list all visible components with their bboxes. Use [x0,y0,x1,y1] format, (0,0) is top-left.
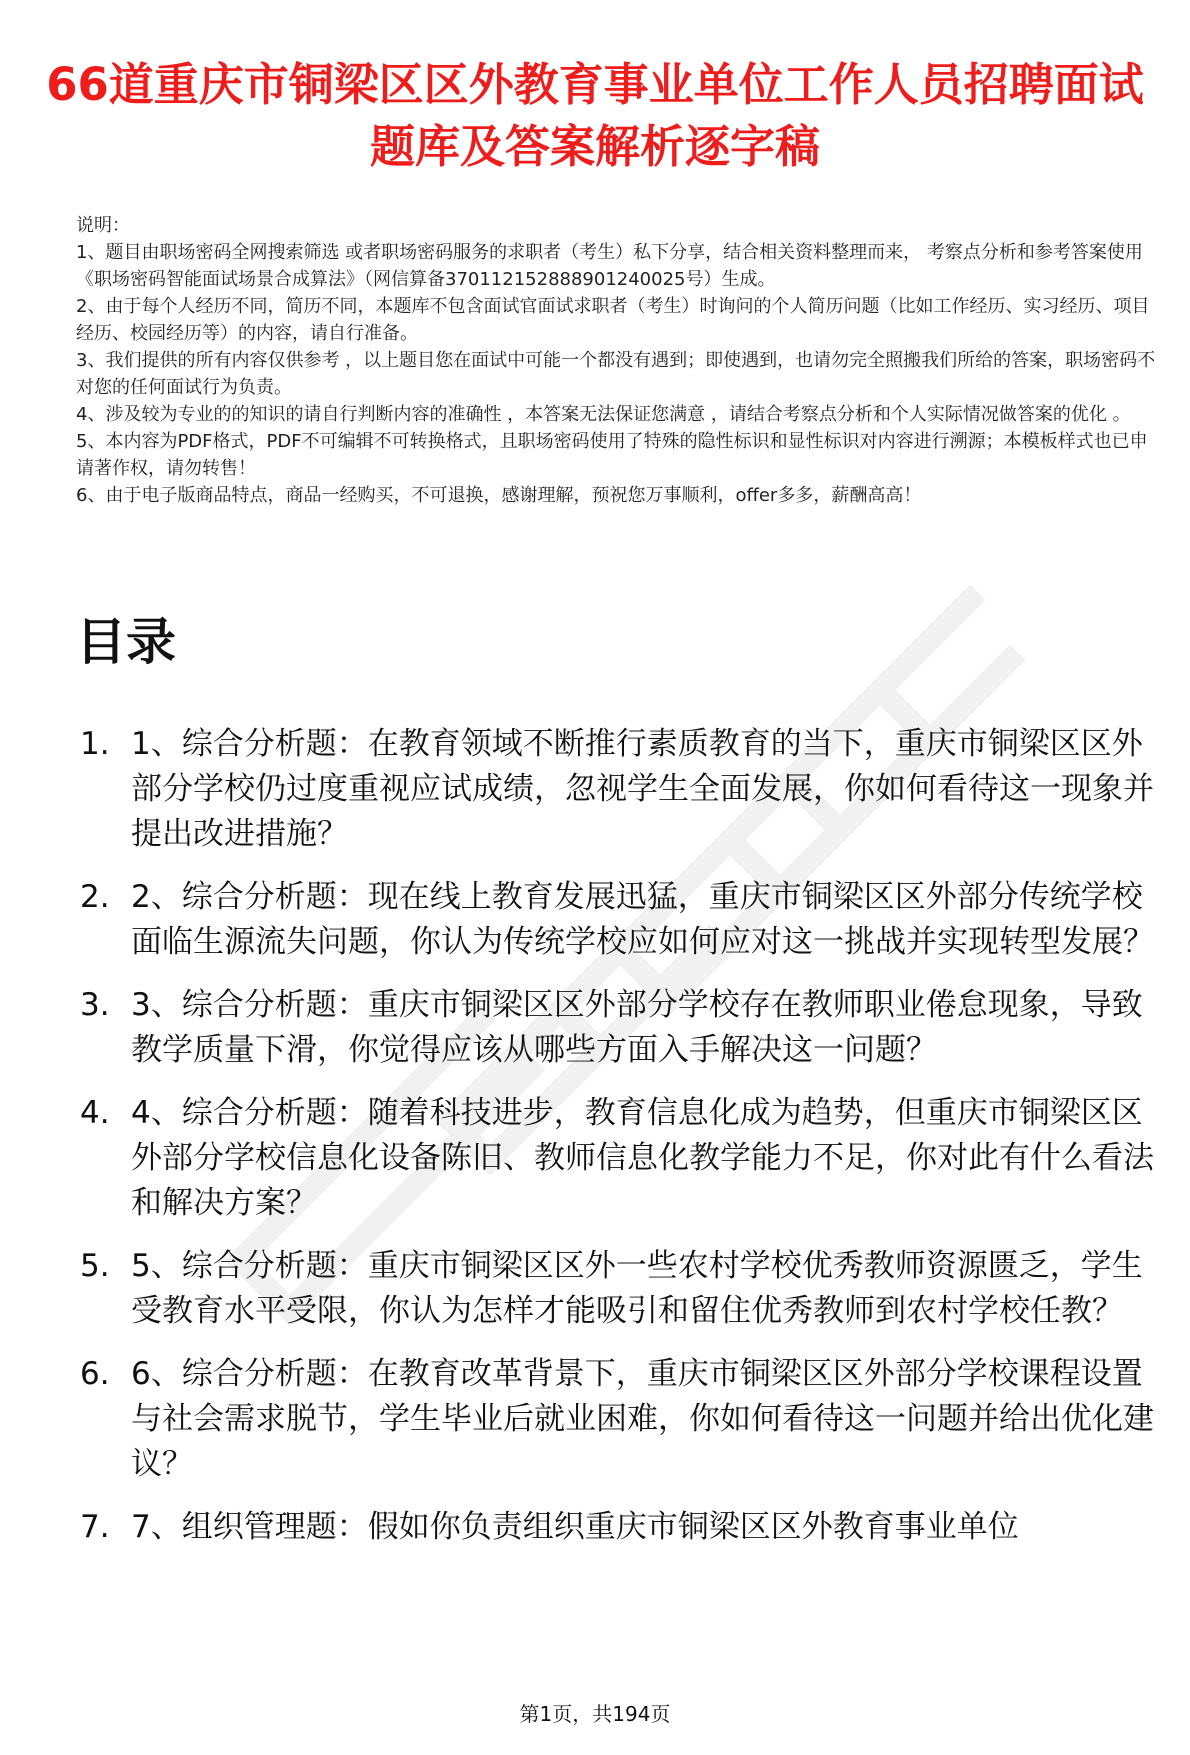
toc-item-text[interactable]: 6、综合分析题：在教育改革背景下，重庆市铜梁区区外部分学校课程设置与社会需求脱节，学生毕业后就业困难，你如何看待这一问题并给出优化建议？ [131,1356,1154,1482]
note-item: 2、由于每个人经历不同，简历不同，本题库不包含面试官面试求职者（考生）时询问的个人简历问题（比如工作经历、实习经历、项目经历、校园经历等）的内容，请自行准备。 [76,296,1150,344]
toc-item[interactable] [76,1244,1166,1334]
toc-item-text[interactable]: 1、综合分析题：在教育领域不断推行素质教育的当下，重庆市铜梁区区外部分学校仍过度重视应试成绩，忽视学生全面发展，你如何看待这一现象并提出改进措施？ [131,726,1154,852]
toc-item[interactable] [76,1091,1166,1226]
toc-item-number: 1. [80,726,110,762]
toc-item[interactable] [76,983,1166,1073]
toc-item-text[interactable]: 3、综合分析题：重庆市铜梁区区外部分学校存在教师职业倦怠现象，导致教学质量下滑，你觉得应该从哪些方面入手解决这一问题？ [131,987,1143,1068]
toc-item-number: 7. [80,1509,110,1545]
toc-item[interactable] [76,1352,1166,1487]
toc-item-text[interactable]: 5、综合分析题：重庆市铜梁区区外一些农村学校优秀教师资源匮乏，学生受教育水平受限，你认为怎样才能吸引和留住优秀教师到农村学校任教？ [131,1248,1143,1329]
document-title: 66道重庆市铜梁区区外教育事业单位工作人员招聘面试题库及答案解析逐字稿 [46,58,1144,173]
toc-item-number: 3. [80,987,110,1023]
table-of-contents [76,722,1166,1568]
toc-item[interactable] [76,1505,1166,1550]
toc-heading: 目录 [76,613,176,671]
toc-item[interactable] [76,722,1166,857]
note-item: 1、题目由职场密码全网搜索筛选 或者职场密码服务的求职者（考生）私下分享，结合相关资料整理而来， 考察点分析和参考答案使用《职场密码智能面试场景合成算法》（网信算备370112152888901240025号）生成。 [76,242,1143,290]
toc-item-text[interactable]: 4、综合分析题：随着科技进步，教育信息化成为趋势，但重庆市铜梁区区外部分学校信息化设备陈旧、教师信息化教学能力不足，你对此有什么看法和解决方案？ [131,1095,1154,1221]
toc-item-text[interactable]: 2、综合分析题：现在线上教育发展迅猛，重庆市铜梁区区外部分传统学校面临生源流失问题，你认为传统学校应如何应对这一挑战并实现转型发展？ [131,879,1154,960]
note-item: 3、我们提供的所有内容仅供参考 ，以上题目您在面试中可能一个都没有遇到；即使遇到，也请勿完全照搬我们所给的答案，职场密码不对您的任何面试行为负责。 [76,350,1156,398]
notes-heading: 说明： [76,215,130,236]
page-footer: 第1页，共194页 [519,1702,671,1726]
disclaimer-notes [76,212,1156,509]
toc-item-number: 4. [80,1095,110,1131]
toc-item-number: 6. [80,1356,110,1392]
toc-item-number: 2. [80,879,110,915]
toc-item[interactable] [76,875,1166,965]
toc-item-number: 5. [80,1248,110,1284]
note-item: 6、由于电子版商品特点，商品一经购买，不可退换，感谢理解，预祝您万事顺利，offer多多，薪酬高高！ [76,485,922,506]
note-item: 5、本内容为PDF格式，PDF不可编辑不可转换格式，且职场密码使用了特殊的隐性标识和显性标识对内容进行溯源；本模板样式也已申请著作权，请勿转售！ [76,431,1148,479]
note-item: 4、涉及较为专业的的知识的请自行判断内容的准确性 ，本答案无法保证您满意 ，请结合考察点分析和个人实际情况做答案的优化 。 [76,404,1131,425]
toc-item-text[interactable]: 7、组织管理题：假如你负责组织重庆市铜梁区区外教育事业单位 [131,1509,1019,1545]
